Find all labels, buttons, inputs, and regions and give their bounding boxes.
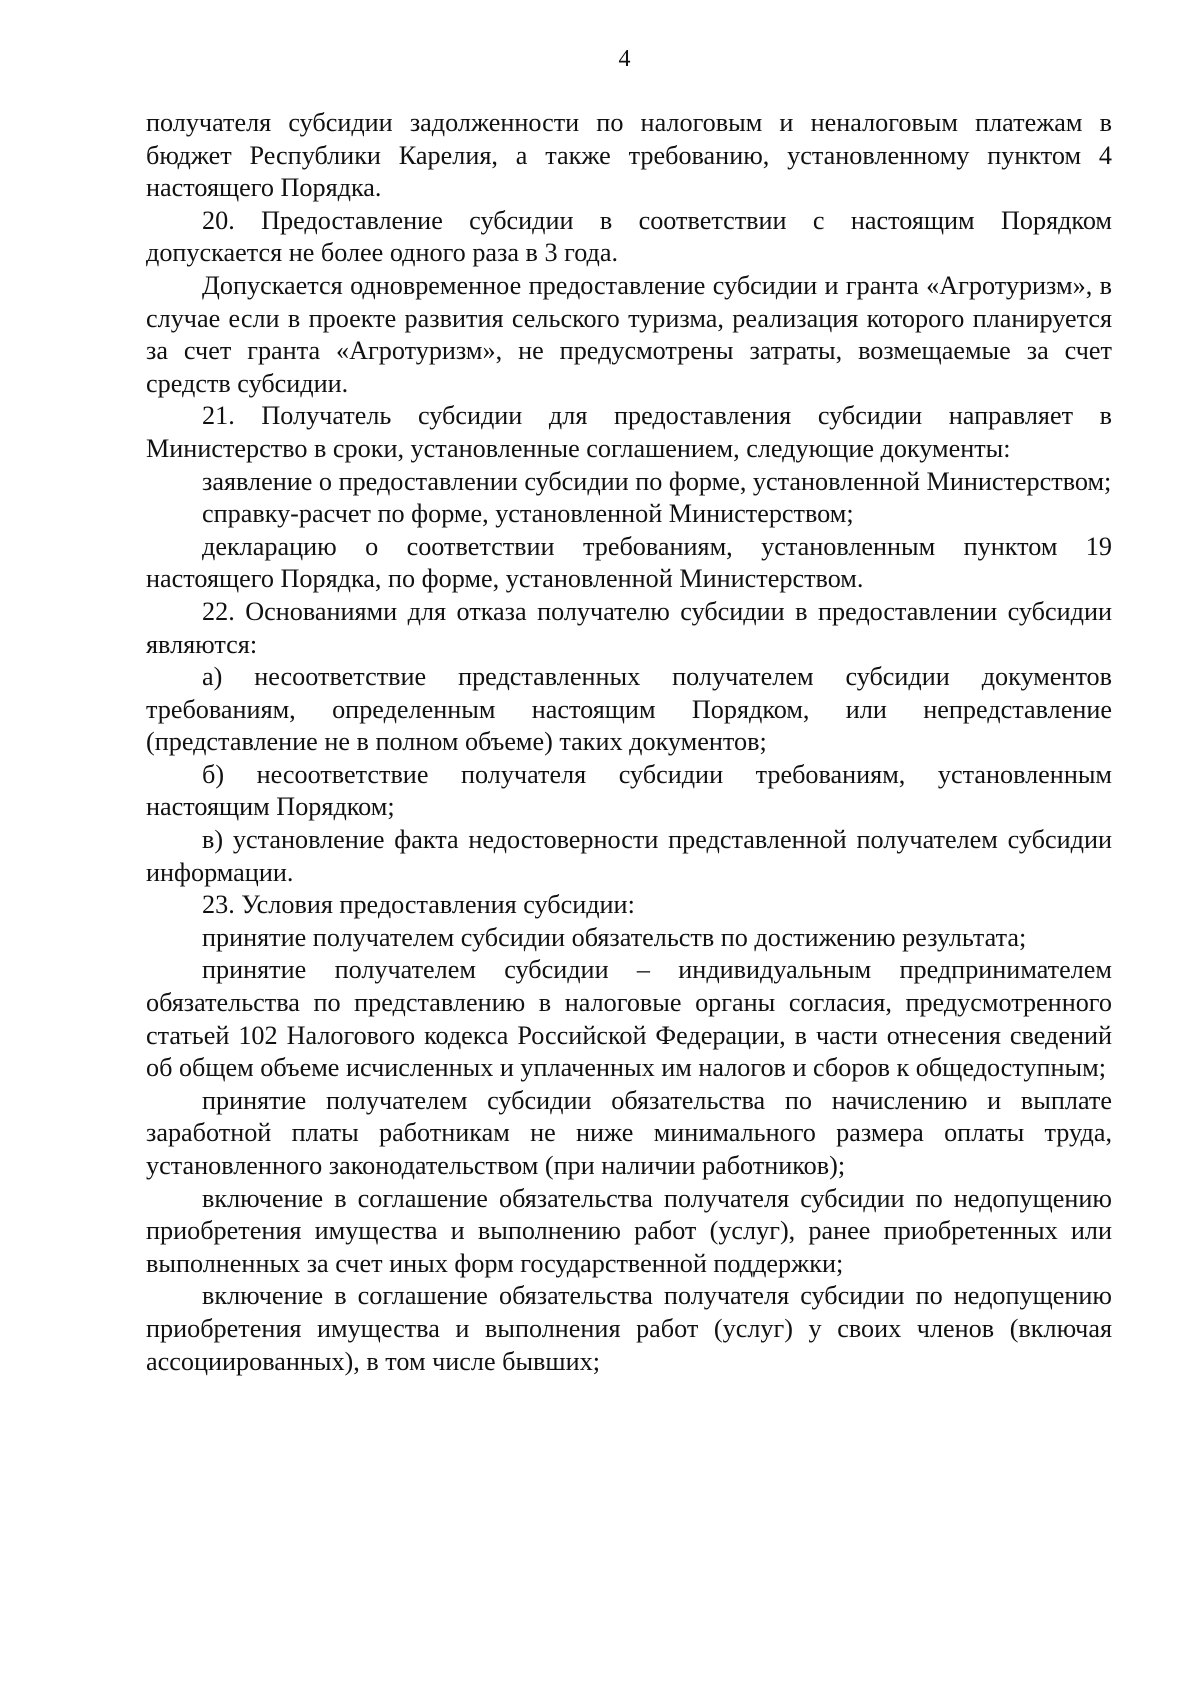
paragraph-continuation: получателя субсидии задолженности по налоговым и неналоговым платежам в бюджет Республики Карелия, а также требованию, установленному пунктом 4 настоящего Порядка.	[146, 108, 1112, 203]
paragraph-condition-tax-consent: принятие получателем субсидии – индивидуальным предпринимателем обязательства по представлению в налоговые органы согласия, предусмотренного статьей 102 Налогового кодекса Российской Федерации, в части отнесения сведений об общем объеме исчисленных и уплаченных им налогов и сборов к общедоступным;	[146, 955, 1112, 1083]
paragraph-item-22-a: а) несоответствие представленных получателем субсидии документов требованиям, определенным настоящим Порядком, или непредставление (представление не в полном объеме) таких документов;	[146, 662, 1112, 757]
paragraph-item-23: 23. Условия предоставления субсидии:	[202, 890, 635, 920]
paragraph-item-21: 21. Получатель субсидии для предоставления субсидии направляет в Министерство в сроки, установленные соглашением, следующие документы:	[146, 401, 1112, 463]
paragraph-item-22-b: б) несоответствие получателя субсидии требованиям, установленным настоящим Порядком;	[146, 759, 1112, 822]
paragraph-condition-result: принятие получателем субсидии обязательств по достижению результата;	[202, 922, 1027, 952]
paragraph-condition-no-member-purchases: включение в соглашение обязательства получателя субсидии по недопущению приобретения имущества и выполнения работ (услуг) у своих членов (включая ассоциированных), в том числе бывших;	[146, 1281, 1112, 1376]
page-number: 4	[618, 46, 631, 72]
paragraph-condition-no-duplicate-support: включение в соглашение обязательства получателя субсидии по недопущению приобретения имущества и выполнению работ (услуг), ранее приобретенных или выполненных за счет иных форм государственной поддержки;	[146, 1183, 1112, 1278]
paragraph-item-22-v: в) установление факта недостоверности представленной получателем субсидии информации.	[146, 825, 1112, 887]
paragraph-application: заявление о предоставлении субсидии по форме, установленной Министерством;	[202, 466, 1112, 496]
paragraph-item-20: 20. Предоставление субсидии в соответствии с настоящим Порядком допускается не более одного раза в 3 года.	[146, 205, 1112, 268]
paragraph-item-22: 22. Основаниями для отказа получателю субсидии в предоставлении субсидии являются:	[146, 596, 1112, 659]
document-body	[146, 107, 1112, 1378]
paragraph-condition-wages: принятие получателем субсидии обязательства по начислению и выплате заработной платы работникам не ниже минимального размера оплаты труда, установленного законодательством (при наличии работников);	[146, 1085, 1112, 1180]
paragraph-declaration: декларацию о соответствии требованиям, установленным пунктом 19 настоящего Порядка, по форме, установленной Министерством.	[146, 531, 1112, 594]
paragraph-agrotourism-grant: Допускается одновременное предоставление субсидии и гранта «Агротуризм», в случае если в проекте развития сельского туризма, реализация которого планируется за счет гранта «Агротуризм», не предусмотрены затраты, возмещаемые за счет средств субсидии.	[146, 270, 1112, 398]
paragraph-calculation: справку-расчет по форме, установленной Министерством;	[202, 499, 854, 529]
